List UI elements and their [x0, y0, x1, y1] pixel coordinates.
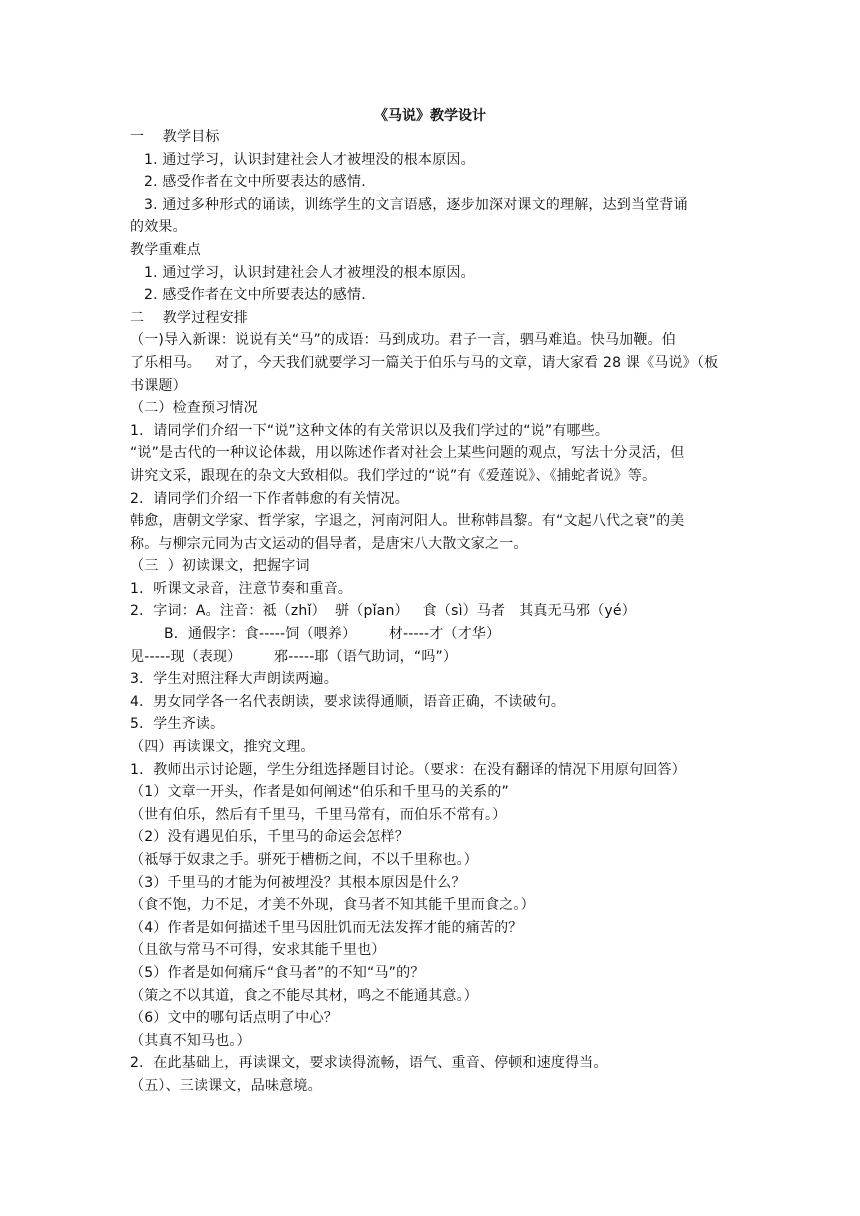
discussion-question: （4）作者是如何描述千里马因肚饥而无法发挥才能的痛苦的？	[130, 919, 523, 936]
paragraph-line: （一)导入新课：说说有关“马”的成语：马到成功。君子一言，驷马难追。快马加鞭。伯	[130, 332, 676, 349]
objective-item-3: 3. 通过多种形式的诵读，训练学生的文言语感，逐步加深对课文的理解，达到当堂背诵	[144, 196, 688, 213]
paragraph-line: 2．请同学们介绍一下作者韩愈的有关情况。	[130, 490, 409, 507]
paragraph-line: 2．字词：A。注音：祗（zhǐ） 骈（pǐan） 食（sì）马者 其真无马邪（yé）	[130, 603, 636, 620]
discussion-answer: （祗辱于奴隶之手。骈死于槽枥之间，不以千里称也。）	[130, 852, 478, 868]
objective-item-1: 1. 通过学习，认识封建社会人才被埋没的根本原因。	[144, 151, 475, 168]
discussion-question: （3）千里马的才能为何被埋没？其根本原因是什么？	[130, 874, 466, 891]
objective-item-2: 2. 感受作者在文中所要表达的感情.	[144, 174, 366, 191]
section-heading-objectives: 一 教学目标	[130, 129, 220, 145]
key-point-item-1: 1. 通过学习，认识封建社会人才被埋没的根本原因。	[144, 264, 475, 281]
discussion-question: （6）文中的哪句话点明了中心？	[130, 1010, 338, 1027]
paragraph-line: 1．教师出示讨论题，学生分组选择题目讨论。（要求：在没有翻译的情况下用原句回答）	[130, 761, 686, 778]
paragraph-line: 1．请同学们介绍一下“说”这种文体的有关常识以及我们学过的“说”有哪些。	[130, 422, 610, 439]
paragraph-line: 见-----现（表现） 邪-----耶（语气助词，“吗”）	[130, 648, 458, 665]
paragraph-line: B．通假字：食-----饲（喂养） 材-----才（才华）	[164, 626, 501, 643]
discussion-answer: （世有伯乐，然后有千里马，千里马常有，而伯乐不常有。）	[130, 806, 507, 823]
paragraph-line: “说”是古代的一种议论体裁，用以陈述作者对社会上某些问题的观点，写法十分灵活，但	[130, 445, 685, 462]
discussion-question: （5）作者是如何痛斥“食马者”的不知“马”的？	[130, 964, 425, 981]
subsection-heading: （五）、三读课文，品味意境。	[130, 1077, 322, 1094]
paragraph-line: 5．学生齐读。	[130, 716, 225, 733]
paragraph-line: 2．在此基础上，再读课文，要求读得流畅，语气、重音、停顿和速度得当。	[130, 1055, 608, 1072]
document-body	[130, 126, 730, 1098]
discussion-answer: （策之不以其道，食之不能尽其材，鸣之不能通其意。）	[130, 987, 478, 1004]
paragraph-line: 称。与柳宗元同为古文运动的倡导者，是唐宋八大散文家之一。	[130, 535, 528, 552]
document-title: 《马说》教学设计	[374, 108, 486, 124]
discussion-answer: （食不饱，力不足，才美不外现，食马者不知其能千里而食之。）	[130, 897, 535, 914]
paragraph-line: 3．学生对照注释大声朗读两遍。	[130, 671, 338, 688]
paragraph-line: 1．听课文录音，注意节奏和重音。	[130, 580, 353, 597]
paragraph-line: 书课题）	[130, 377, 187, 394]
paragraph-line: 了乐相马。 对了，今天我们就要学习一篇关于伯乐与马的文章，请大家看 28 课《马说》（板	[130, 354, 719, 371]
subsection-heading: （三 ）初读课文，把握字词	[130, 558, 310, 575]
discussion-question: （1）文章一开头，作者是如何阐述“伯乐和千里马的关系的”	[130, 784, 510, 801]
section-heading-key-points: 教学重难点	[130, 241, 201, 258]
paragraph-line: 讲究文采，跟现在的杂文大致相似。我们学过的“说”有《爱莲说》、《捕蛇者说》等。	[130, 467, 657, 484]
subsection-heading: （二）检查预习情况	[130, 400, 258, 417]
discussion-answer: （其真不知马也。）	[130, 1032, 251, 1049]
discussion-question: （2）没有遇见伯乐，千里马的命运会怎样？	[130, 829, 409, 846]
key-point-item-2: 2. 感受作者在文中所要表达的感情.	[144, 287, 366, 304]
paragraph-line: 韩愈，唐朝文学家、哲学家，字退之，河南河阳人。世称韩昌黎。有“文起八代之衰”的美	[130, 513, 685, 530]
discussion-answer: （且欲与常马不可得，安求其能千里也）	[130, 942, 386, 959]
subsection-heading: （四）再读课文，推究文理。	[130, 739, 315, 756]
section-heading-process: 二 教学过程安排	[130, 309, 249, 326]
objective-item-3-continued: 的效果。	[130, 219, 187, 236]
paragraph-line: 4．男女同学各一名代表朗读，要求读得通顺，语音正确，不读破句。	[130, 693, 566, 710]
